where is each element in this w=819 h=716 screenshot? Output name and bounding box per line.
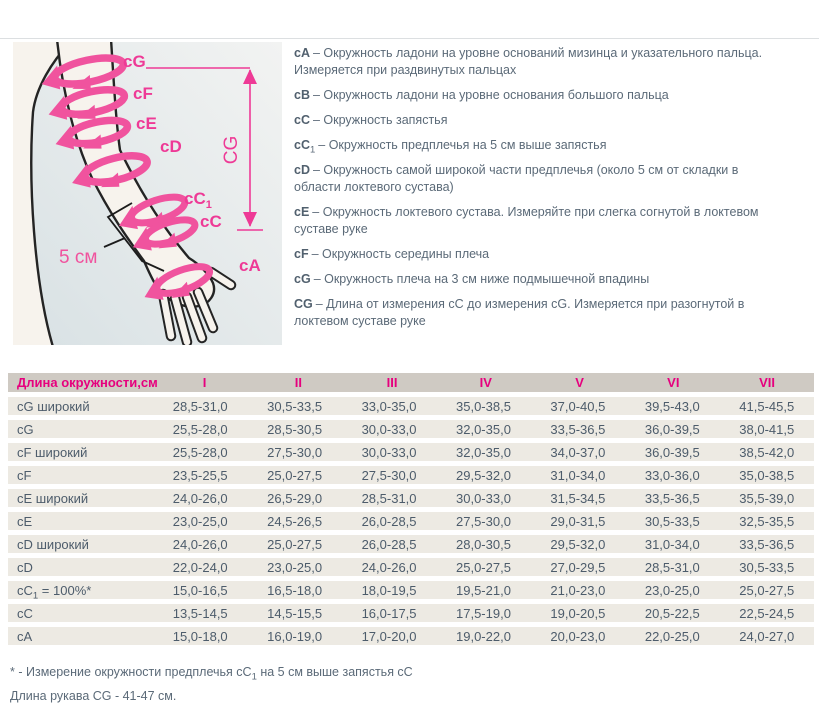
size-column-header: VI: [667, 375, 680, 390]
table-row: [8, 420, 814, 438]
description-cc: cC – Окружность запястья: [294, 113, 448, 127]
table-cell: 30,0-33,0: [361, 421, 417, 437]
table-cell: 23,5-25,5: [172, 467, 228, 483]
table-cell: 26,0-28,5: [361, 536, 417, 552]
table-cell: 24,0-27,0: [739, 628, 795, 644]
table-cell: 27,5-30,0: [456, 513, 511, 529]
table-cell: 30,0-33,0: [361, 444, 417, 460]
size-column-header: VII: [759, 375, 776, 390]
table-cell: 33,5-36,5: [644, 490, 700, 506]
row-label: cD: [17, 559, 33, 575]
table-cell: 35,0-38,5: [739, 467, 795, 483]
row-label: cF широкий: [17, 444, 88, 460]
table-cell: 25,5-28,0: [172, 421, 228, 437]
table-cell: 22,0-24,0: [172, 559, 228, 575]
table-cell: 25,0-27,5: [739, 582, 795, 598]
arm-measurement-diagram: [13, 42, 282, 345]
row-label: cF: [17, 467, 32, 483]
table-cell: 29,5-32,0: [550, 536, 606, 552]
description-cc1: $cC_1$ – Окружность предплечья на 5 см выше запястья: [294, 138, 607, 156]
footnote-sleeve-length: Длина рукава CG - 41-47 см.: [10, 689, 177, 703]
size-column-header: I: [202, 375, 207, 390]
table-row: [8, 489, 814, 507]
row-label: cE широкий: [17, 490, 89, 506]
description-cb: cB – Окружность ладони на уровне основания большого пальца: [294, 88, 669, 102]
table-row: [8, 581, 814, 602]
table-row: [8, 558, 814, 576]
table-cell: 37,0-40,5: [550, 398, 606, 414]
table-cell: 28,5-30,5: [267, 421, 323, 437]
table-cell: 25,5-28,0: [172, 444, 228, 460]
table-cell: 31,0-34,0: [644, 536, 700, 552]
row-label: cC: [17, 605, 33, 621]
table-cell: 22,0-25,0: [644, 628, 700, 644]
size-column-header: II: [294, 375, 302, 390]
table-cell: 23,0-25,0: [172, 513, 228, 529]
footnote-cc1: * - Измерение окружности предплечья $cC_1$ на 5 см выше запястья cC: [10, 665, 413, 683]
table-cell: 24,0-26,0: [361, 559, 417, 575]
table-cell: 24,0-26,0: [172, 490, 228, 506]
label-cf: cF: [133, 84, 153, 103]
table-cell: 28,5-31,0: [644, 559, 700, 575]
table-cell: 16,5-18,0: [267, 582, 323, 598]
table-cell: 17,0-20,0: [361, 628, 417, 644]
table-cell: 27,5-30,0: [267, 444, 323, 460]
row-label: $cC_1 = 100\%*$: [17, 582, 92, 602]
top-divider: [0, 38, 819, 39]
table-cell: 30,5-33,5: [644, 513, 700, 529]
table-cell: 18,0-19,5: [361, 582, 417, 598]
table-cell: 33,0-36,0: [644, 467, 700, 483]
table-header-row: [8, 373, 814, 392]
table-cell: 28,5-31,0: [361, 490, 417, 506]
table-cell: 23,0-25,0: [644, 582, 700, 598]
table-cell: 33,0-35,0: [361, 398, 417, 414]
description-cf: cF – Окружность середины плеча: [294, 247, 490, 261]
table-cell: 20,0-23,0: [550, 628, 606, 644]
row-label: cD широкий: [17, 536, 89, 552]
table-cell: 13,5-14,5: [172, 605, 228, 621]
description-cg: cG – Окружность плеча на 3 см ниже подмышечной впадины: [294, 272, 650, 286]
table-cell: 32,0-35,0: [456, 421, 511, 437]
description-cg-length: CG – Длина от измерения cC до измерения cG. Измеряется при разогнутой в локтевом суставе руке: [294, 297, 745, 328]
label-cg: cG: [123, 52, 146, 71]
table-cell: 27,0-29,5: [550, 559, 606, 575]
size-table: [8, 373, 814, 645]
table-cell: 26,0-28,5: [361, 513, 417, 529]
table-cell: 27,5-30,0: [361, 467, 417, 483]
table-cell: 17,5-19,0: [456, 605, 511, 621]
label-cc1: $cC_1$: [184, 189, 212, 211]
table-cell: 36,0-39,5: [644, 421, 700, 437]
table-cell: 22,5-24,5: [739, 605, 795, 621]
row-label: cA: [17, 628, 33, 644]
size-column-header: IV: [479, 375, 492, 390]
label-cg-length: CG: [221, 135, 242, 165]
table-cell: 34,0-37,0: [550, 444, 606, 460]
table-cell: 31,5-34,5: [550, 490, 606, 506]
measurement-descriptions: [294, 45, 772, 338]
table-cell: 29,0-31,5: [550, 513, 606, 529]
table-cell: 20,5-22,5: [644, 605, 700, 621]
table-header-label: Длина окружности,см: [17, 375, 158, 390]
table-cell: 30,0-33,0: [456, 490, 511, 506]
table-cell: 21,0-23,0: [550, 582, 606, 598]
table-cell: 24,0-26,0: [172, 536, 228, 552]
label-five-cm: 5 см: [59, 247, 98, 268]
table-cell: 25,0-27,5: [267, 536, 323, 552]
table-cell: 33,5-36,5: [739, 536, 795, 552]
row-label: cG широкий: [17, 398, 90, 414]
table-cell: 28,5-31,0: [172, 398, 228, 414]
table-cell: 32,5-35,5: [739, 513, 795, 529]
table-cell: 30,5-33,5: [267, 398, 323, 414]
description-ce: cE – Окружность локтевого сустава. Измеряйте при слегка согнутой в локтевом суставе руке: [294, 205, 759, 236]
label-ce: cE: [136, 114, 157, 133]
table-cell: 36,0-39,5: [644, 444, 700, 460]
table-cell: 26,5-29,0: [267, 490, 323, 506]
table-row: [8, 397, 814, 415]
table-cell: 35,5-39,0: [739, 490, 795, 506]
label-cd: cD: [160, 137, 182, 156]
description-ca: cA – Окружность ладони на уровне оснований мизинца и указательного пальца. Измеряется при раздвинутых пальцах: [294, 46, 763, 77]
table-cell: 19,0-22,0: [456, 628, 511, 644]
table-cell: 25,0-27,5: [456, 559, 511, 575]
table-cell: 28,0-30,5: [456, 536, 511, 552]
table-cell: 38,0-41,5: [739, 421, 795, 437]
table-row: [8, 512, 814, 530]
table-cell: 30,5-33,5: [739, 559, 795, 575]
table-cell: 31,0-34,0: [550, 467, 606, 483]
table-cell: 23,0-25,0: [267, 559, 323, 575]
arm-diagram-svg: [13, 42, 282, 345]
table-row: [8, 535, 814, 553]
table-cell: 25,0-27,5: [267, 467, 323, 483]
table-cell: 14,5-15,5: [267, 605, 323, 621]
table-cell: 19,5-21,0: [456, 582, 511, 598]
table-row: [8, 604, 814, 622]
size-column-header: V: [575, 375, 584, 390]
table-cell: 16,0-19,0: [267, 628, 323, 644]
table-cell: 39,5-43,0: [644, 398, 700, 414]
table-cell: 33,5-36,5: [550, 421, 606, 437]
table-cell: 29,5-32,0: [456, 467, 511, 483]
table-cell: 41,5-45,5: [739, 398, 795, 414]
table-cell: 15,0-16,5: [172, 582, 228, 598]
table-cell: 24,5-26,5: [267, 513, 323, 529]
table-row: [8, 466, 814, 484]
row-label: cG: [17, 421, 34, 437]
label-ca: cA: [239, 256, 261, 275]
description-cd: cD – Окружность самой широкой части предплечья (около 5 см от складки в области локтевого сустава): [294, 163, 739, 194]
row-label: cE: [17, 513, 33, 529]
table-cell: 15,0-18,0: [172, 628, 228, 644]
label-cc: cC: [200, 212, 222, 231]
table-row: [8, 627, 814, 645]
table-cell: 35,0-38,5: [456, 398, 511, 414]
size-column-header: III: [386, 375, 398, 390]
table-cell: 16,0-17,5: [361, 605, 417, 621]
table-cell: 38,5-42,0: [739, 444, 795, 460]
table-cell: 32,0-35,0: [456, 444, 511, 460]
table-row: [8, 443, 814, 461]
table-cell: 19,0-20,5: [550, 605, 606, 621]
